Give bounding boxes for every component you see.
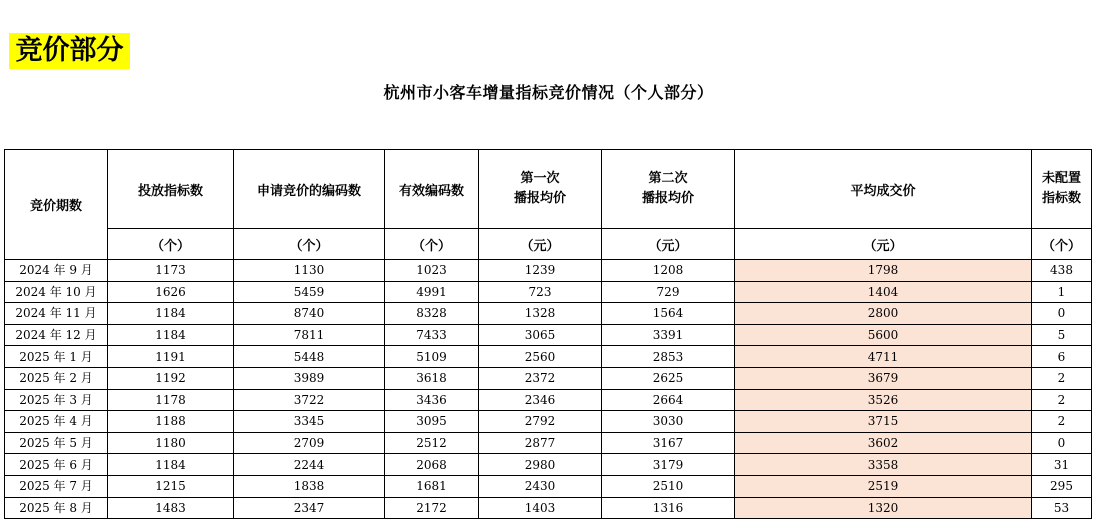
cell-unallocated: 5 (1032, 324, 1092, 346)
table-title: 杭州市小客车增量指标竞价情况（个人部分） (383, 83, 714, 102)
cell-quota: 1184 (108, 324, 234, 346)
cell-first-bid: 2430 (479, 475, 602, 497)
cell-quota: 1178 (108, 389, 234, 411)
cell-unallocated: 31 (1032, 454, 1092, 476)
unit-avg-price: （元） (735, 229, 1032, 260)
header-unallocated-line2: 指标数 (1041, 191, 1081, 206)
cell-avg-price: 1320 (735, 497, 1032, 519)
unit-valid: （个） (385, 229, 479, 260)
cell-applied: 2244 (234, 454, 385, 476)
cell-valid: 2068 (385, 454, 479, 476)
cell-valid: 1023 (385, 260, 479, 282)
cell-period: 2025 年 2 月 (5, 367, 108, 389)
cell-first-bid: 2372 (479, 367, 602, 389)
table-row (5, 367, 1092, 389)
cell-unallocated: 295 (1032, 475, 1092, 497)
cell-second-bid: 3179 (602, 454, 735, 476)
cell-second-bid: 2853 (602, 346, 735, 368)
header-valid: 有效编码数 (385, 150, 479, 229)
cell-second-bid: 2510 (602, 475, 735, 497)
cell-valid: 5109 (385, 346, 479, 368)
cell-unallocated: 0 (1032, 303, 1092, 325)
cell-avg-price: 2800 (735, 303, 1032, 325)
header-unallocated (1032, 150, 1092, 229)
cell-period: 2025 年 5 月 (5, 432, 108, 454)
cell-quota: 1191 (108, 346, 234, 368)
cell-first-bid: 2560 (479, 346, 602, 368)
table-row (5, 324, 1092, 346)
cell-second-bid: 3030 (602, 411, 735, 433)
header-second-bid-line2: 播报均价 (641, 191, 694, 206)
cell-applied: 1130 (234, 260, 385, 282)
cell-applied: 3345 (234, 411, 385, 433)
cell-valid: 2512 (385, 432, 479, 454)
cell-second-bid: 3391 (602, 324, 735, 346)
cell-avg-price: 3715 (735, 411, 1032, 433)
cell-unallocated: 438 (1032, 260, 1092, 282)
cell-avg-price: 2519 (735, 475, 1032, 497)
cell-second-bid: 1208 (602, 260, 735, 282)
cell-second-bid: 2625 (602, 367, 735, 389)
cell-avg-price: 3679 (735, 367, 1032, 389)
cell-first-bid: 1403 (479, 497, 602, 519)
header-first-bid-line2: 播报均价 (513, 191, 566, 206)
cell-applied: 5459 (234, 281, 385, 303)
unit-applied: （个） (234, 229, 385, 260)
cell-second-bid: 1316 (602, 497, 735, 519)
table-row (5, 497, 1092, 519)
cell-first-bid: 2877 (479, 432, 602, 454)
cell-period: 2025 年 3 月 (5, 389, 108, 411)
table-row (5, 411, 1092, 433)
header-second-bid-line1: 第二次 (648, 171, 688, 186)
table-body (5, 260, 1092, 519)
cell-second-bid: 729 (602, 281, 735, 303)
cell-first-bid: 723 (479, 281, 602, 303)
unit-first-bid: （元） (479, 229, 602, 260)
cell-second-bid: 1564 (602, 303, 735, 325)
cell-avg-price: 5600 (735, 324, 1032, 346)
cell-quota: 1184 (108, 454, 234, 476)
cell-second-bid: 3167 (602, 432, 735, 454)
table-row (5, 454, 1092, 476)
cell-period: 2024 年 11 月 (5, 303, 108, 325)
cell-applied: 7811 (234, 324, 385, 346)
cell-valid: 8328 (385, 303, 479, 325)
cell-quota: 1626 (108, 281, 234, 303)
unit-second-bid: （元） (602, 229, 735, 260)
table-row (5, 475, 1092, 497)
section-title: 竞价部分 (9, 33, 130, 69)
cell-valid: 2172 (385, 497, 479, 519)
bidding-table (4, 149, 1092, 519)
cell-second-bid: 2664 (602, 389, 735, 411)
cell-valid: 3095 (385, 411, 479, 433)
table-row (5, 346, 1092, 368)
cell-applied: 2347 (234, 497, 385, 519)
header-quota: 投放指标数 (108, 150, 234, 229)
cell-applied: 1838 (234, 475, 385, 497)
cell-first-bid: 3065 (479, 324, 602, 346)
cell-period: 2025 年 7 月 (5, 475, 108, 497)
cell-first-bid: 2792 (479, 411, 602, 433)
cell-quota: 1180 (108, 432, 234, 454)
cell-applied: 2709 (234, 432, 385, 454)
cell-unallocated: 1 (1032, 281, 1092, 303)
table-row (5, 303, 1092, 325)
header-unallocated-line1: 未配置 (1041, 171, 1081, 186)
cell-quota: 1192 (108, 367, 234, 389)
cell-unallocated: 2 (1032, 367, 1092, 389)
cell-first-bid: 2346 (479, 389, 602, 411)
table-row (5, 389, 1092, 411)
unit-unallocated: （个） (1032, 229, 1092, 260)
cell-unallocated: 2 (1032, 389, 1092, 411)
cell-applied: 5448 (234, 346, 385, 368)
cell-applied: 3989 (234, 367, 385, 389)
header-avg-price: 平均成交价 (735, 150, 1032, 229)
cell-applied: 8740 (234, 303, 385, 325)
cell-quota: 1215 (108, 475, 234, 497)
cell-quota: 1188 (108, 411, 234, 433)
cell-valid: 7433 (385, 324, 479, 346)
header-second-bid (602, 150, 735, 229)
header-first-bid-line1: 第一次 (520, 171, 560, 186)
cell-quota: 1483 (108, 497, 234, 519)
cell-unallocated: 53 (1032, 497, 1092, 519)
cell-avg-price: 3602 (735, 432, 1032, 454)
cell-applied: 3722 (234, 389, 385, 411)
cell-period: 2025 年 1 月 (5, 346, 108, 368)
cell-unallocated: 2 (1032, 411, 1092, 433)
table-row (5, 281, 1092, 303)
cell-unallocated: 0 (1032, 432, 1092, 454)
cell-avg-price: 1798 (735, 260, 1032, 282)
cell-avg-price: 4711 (735, 346, 1032, 368)
cell-valid: 4991 (385, 281, 479, 303)
table-row (5, 432, 1092, 454)
cell-avg-price: 3526 (735, 389, 1032, 411)
cell-first-bid: 1239 (479, 260, 602, 282)
header-period: 竞价期数 (5, 150, 108, 260)
cell-valid: 3436 (385, 389, 479, 411)
cell-quota: 1173 (108, 260, 234, 282)
cell-first-bid: 1328 (479, 303, 602, 325)
cell-valid: 1681 (385, 475, 479, 497)
header-applied: 申请竞价的编码数 (234, 150, 385, 229)
cell-period: 2025 年 8 月 (5, 497, 108, 519)
cell-period: 2024 年 10 月 (5, 281, 108, 303)
cell-first-bid: 2980 (479, 454, 602, 476)
cell-quota: 1184 (108, 303, 234, 325)
cell-unallocated: 6 (1032, 346, 1092, 368)
cell-valid: 3618 (385, 367, 479, 389)
cell-avg-price: 3358 (735, 454, 1032, 476)
cell-period: 2024 年 9 月 (5, 260, 108, 282)
cell-avg-price: 1404 (735, 281, 1032, 303)
header-first-bid (479, 150, 602, 229)
table-row (5, 260, 1092, 282)
cell-period: 2025 年 4 月 (5, 411, 108, 433)
cell-period: 2025 年 6 月 (5, 454, 108, 476)
unit-quota: （个） (108, 229, 234, 260)
cell-period: 2024 年 12 月 (5, 324, 108, 346)
